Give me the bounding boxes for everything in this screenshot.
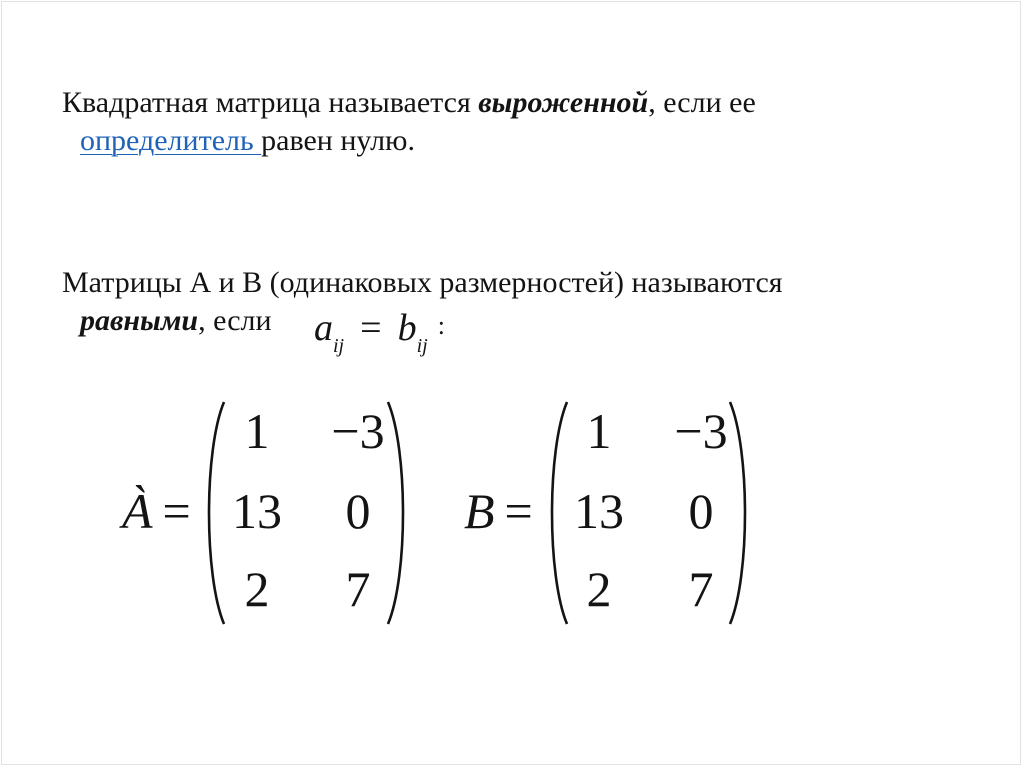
matrix-b-cell: 1 [586,403,612,459]
matrix-a-equals: = [162,483,191,539]
term-equal: равными [80,304,199,337]
matrix-b-equals: = [504,483,533,539]
matrix-b-cell: 13 [574,483,624,539]
formula-lhs-var: a [314,307,333,349]
formula-rhs-var: b [397,307,417,349]
matrix-b-cell: 7 [688,561,714,617]
formula-lhs-sub: ij [333,335,345,357]
formula-colon: : [437,311,445,340]
matrix-a-cell: 13 [232,483,282,539]
matrix-a-name: À [122,483,153,539]
definition-degenerate-line1 [62,84,756,122]
definition-text-end: равен нулю. [261,124,415,157]
matrix-b-name: B [464,483,495,539]
matrix-a-label [122,482,191,540]
matrix-b-cell: 2 [586,561,612,617]
formula-equals: = [360,307,382,349]
equality-formula [314,306,445,357]
term-degenerate: выроженной [478,86,649,119]
matrix-b-label [464,482,533,540]
definition-equal-text-after: , если [198,304,272,337]
definition-text: Квадратная матрица называется [62,86,479,119]
definition-degenerate [62,84,756,160]
formula-rhs-sub: ij [416,335,428,357]
definition-degenerate-line2 [62,122,756,160]
matrix-b-cell: 0 [688,483,714,539]
definition-equal-line1: Матрицы А и В (одинаковых размерностей) называются [62,266,783,299]
matrix-a-cell: 7 [345,561,371,617]
definition-text-after: , если ее [648,86,756,119]
matrix-b-cell: −3 [674,403,728,459]
determinant-link[interactable]: определитель [80,124,262,157]
matrix-a-cell: 1 [244,403,270,459]
matrix-a-cell: 0 [345,483,371,539]
matrix-a-cell: −3 [331,403,385,459]
matrix-a-cell: 2 [244,561,270,617]
